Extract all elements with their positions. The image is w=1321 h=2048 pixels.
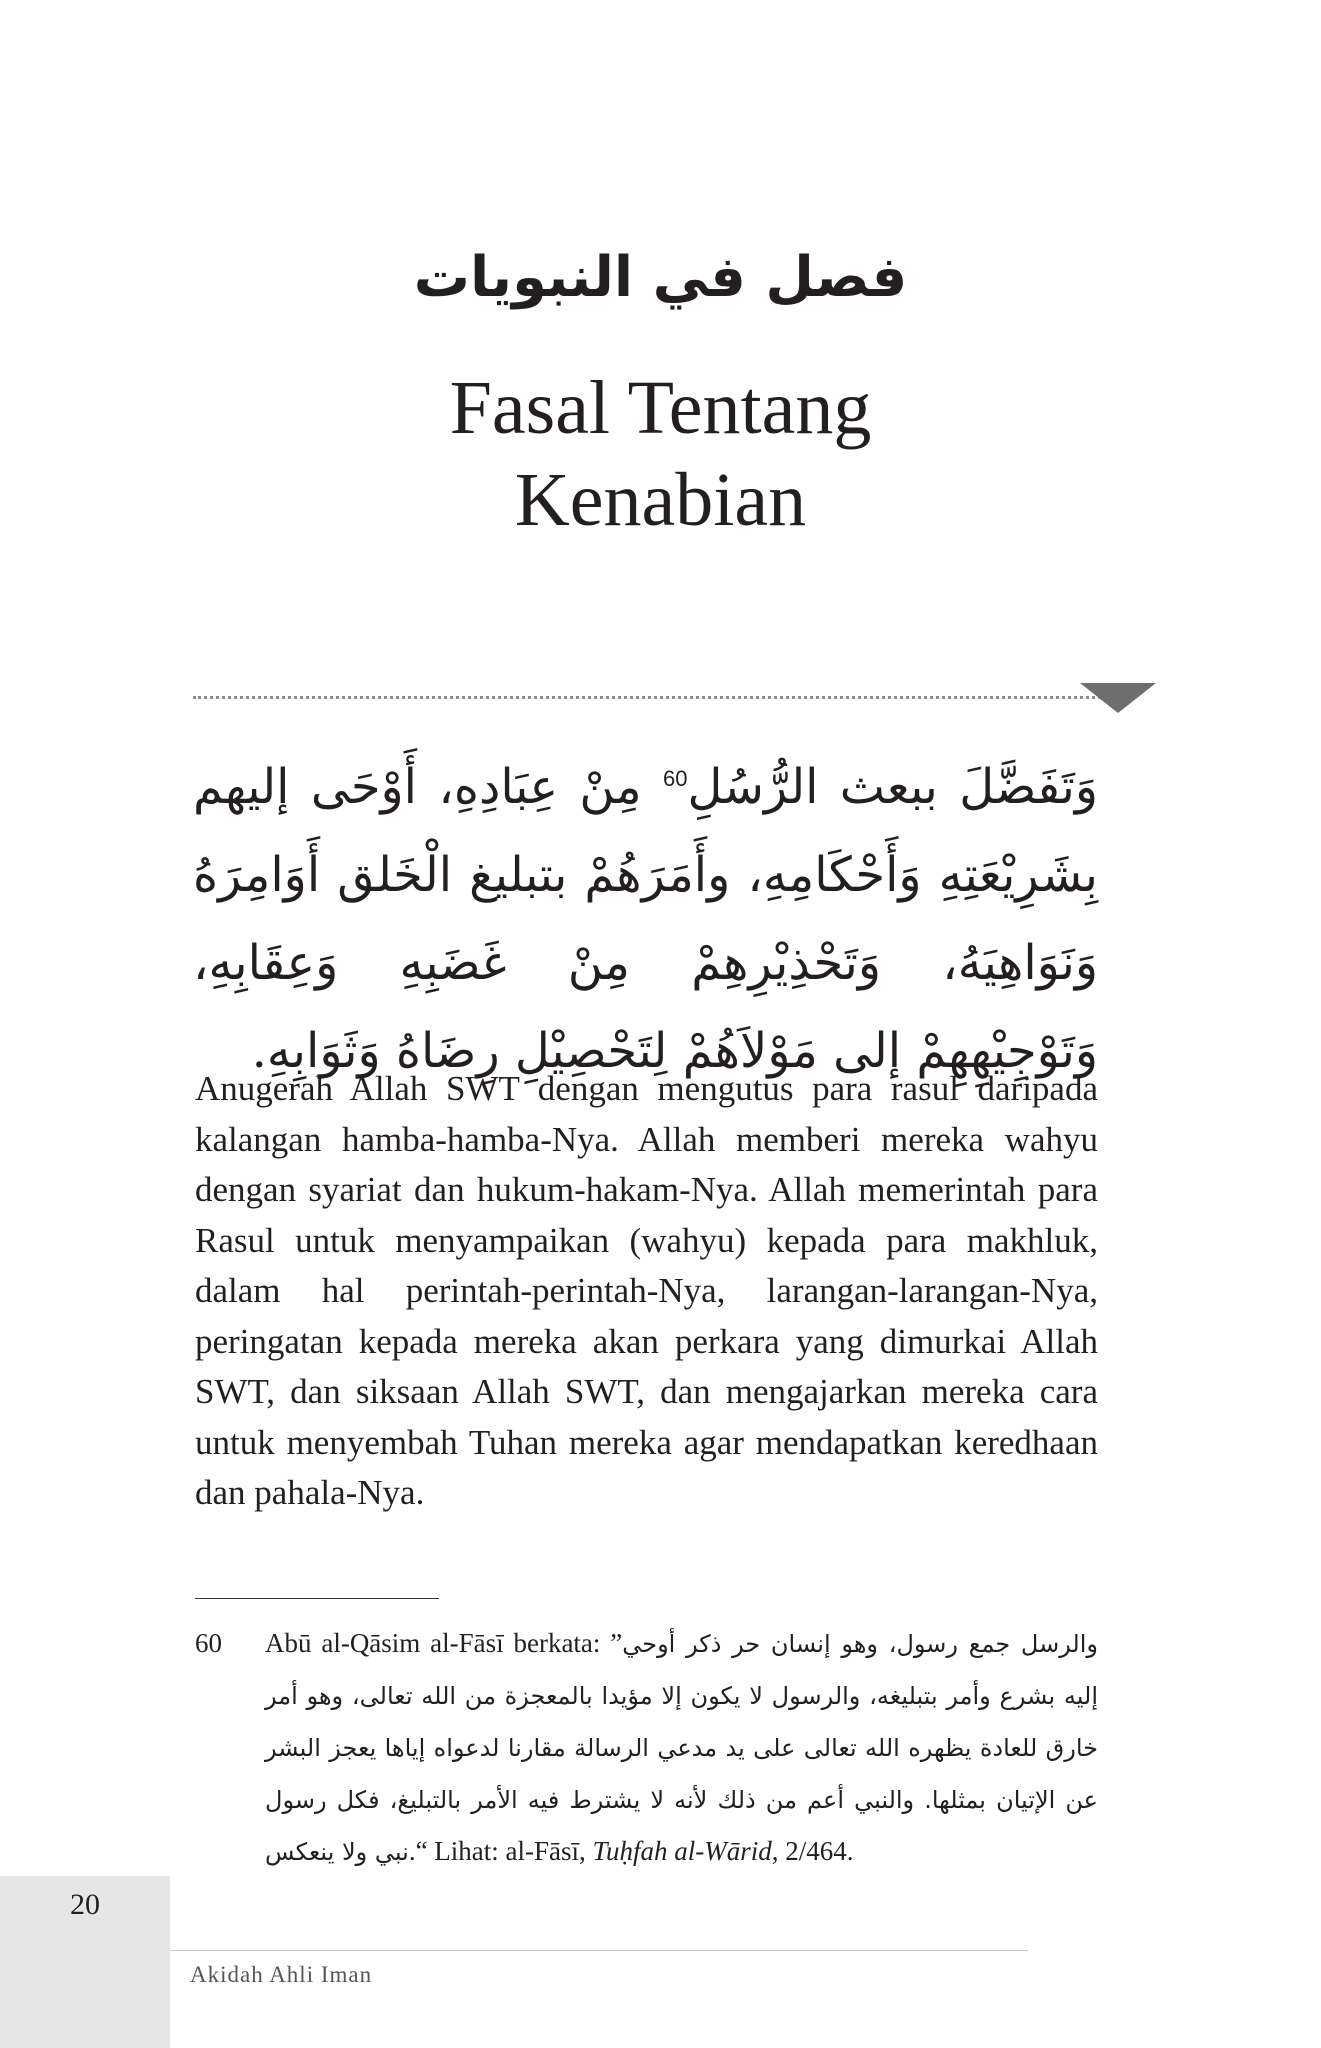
footnote-reference[interactable]: 60 [662,766,688,791]
translation-paragraph: Anugerah Allah SWT dengan mengutus para rasul daripada kalangan hamba-hamba-Nya. Allah memberi mereka wahyu dengan syariat dan hukum-hakam-Nya. Allah memerintah para Rasul untuk menyampaikan (wahyu) kepada para makhluk, dalam hal perintah-perintah-Nya, larangan-larangan-Nya, peringatan kepada mereka akan perkara yang dimurkai Allah SWT, dan siksaan Allah SWT, dan mengajarkan mereka cara untuk menyembah Tuhan mereka agar mendapatkan keredhaan dan pahala-Nya. [195,1069,1098,1512]
footer-rule [170,1950,1028,1951]
triangle-marker-icon [1080,683,1156,713]
footnote-close: .“ Lihat: al-Fāsī, [408,1836,593,1866]
page-number: 20 [70,1888,100,1921]
section-divider [193,696,1118,699]
arabic-matn [193,735,1098,1095]
footnote-lead: Abū al-Qāsim al-Fāsī berkata: ” [265,1628,623,1658]
footnote-arabic-quote: والرسل جمع رسول، وهو إنسان حر ذكر أوحي إليه بشرع وأمر بتبليغه، والرسول لا يكون إلا مؤيدا بالمعجزة من الله تعالى، وهو أمر خارق للعادة يظهره الله تعالى على يد مدعي الرسالة مقارنا لدعواه إياها يعجز البشر عن الإتيان بمثلها. والنبي أعم من ذلك لأنه لا يشترط فيه الأمر بالتبليغ، فكل رسول نبي ولا ينعكس [265,1630,1099,1866]
footnote [195,1618,1098,1878]
chapter-title [0,362,1321,546]
footnote-citation: , 2/464. [771,1836,854,1866]
chapter-title-line-1: Fasal Tentang [449,366,872,450]
chapter-title-arabic: فصل في النبويات [413,245,908,310]
footnote-body [265,1618,1098,1878]
footnote-book-title: Tuḥfah al-Wārid [592,1836,772,1866]
running-title: Akidah Ahli Iman [190,1962,373,1987]
matn-part-1: وَتَفَضَّلَ ببعث الرُّسُلِ [687,759,1098,815]
matn-part-2: مِنْ عِبَادِهِ، أَوْحَى إليهم بِشَرِيْعَتِهِ وَأَحْكَامِهِ، وأَمَرَهُمْ بتبليغ الْخَلق أَوَامِرَهُ وَنَوَاهِيَهُ، وَتَحْذِيْرِهِمْ مِنْ غَضَبِهِ وَعِقَابِهِ، وَتَوْجِيْهِهِمْ إلى مَوْلاَهُمْ لِتَحْصِيْلِ رِضَاهُ وَثَوَابِهِ. [193,759,1098,1079]
footnote-number: 60 [195,1628,222,1658]
footnote-separator [195,1598,439,1599]
chapter-title-line-2: Kenabian [514,458,807,542]
